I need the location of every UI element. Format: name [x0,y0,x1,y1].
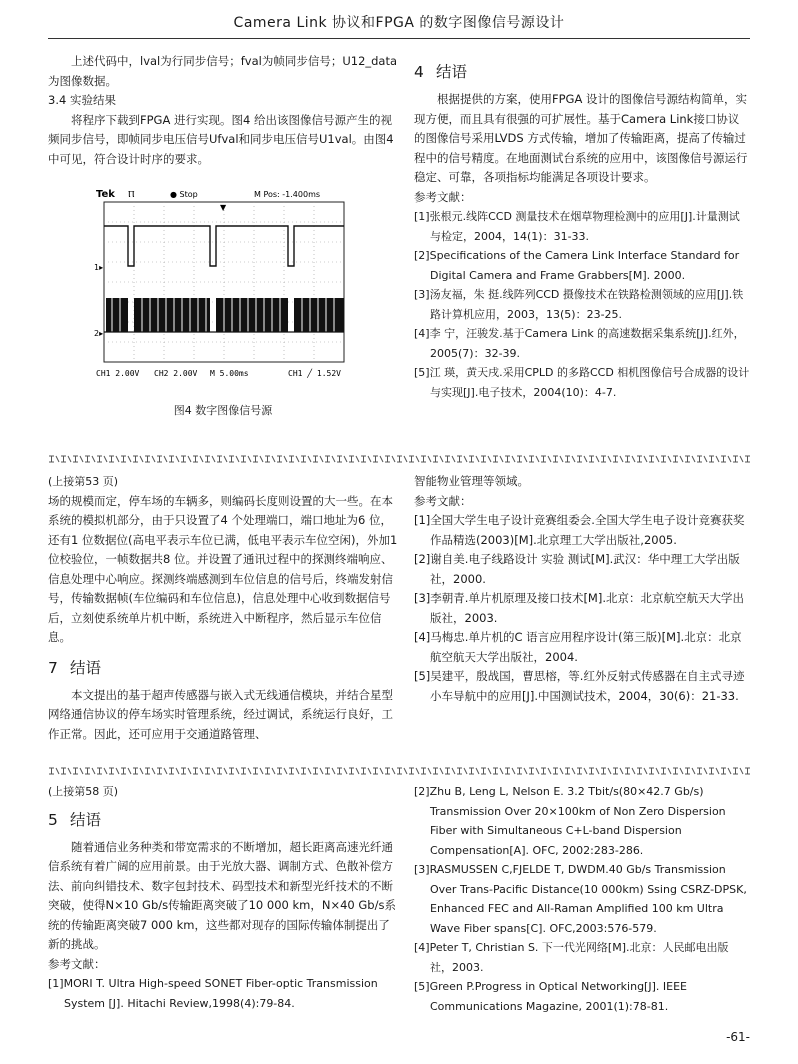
ch2-marker: 2▸ [94,329,104,338]
ch2-trace [104,298,344,332]
sec2-refs-label: 参考文献： [414,493,472,508]
sec2-right-first: 智能物业管理等领域。 [414,474,529,488]
scope-ch2-readout: CH2 2.00V [154,369,198,378]
sec2-heading-text: 结语 [70,658,102,677]
sec1-conclusion-heading [414,60,750,84]
scope-trigger-readout: CH1 ╱ 1.52V [288,369,341,378]
scope-tek-label: Tek [96,189,115,200]
sec3-right-column [414,782,750,1016]
sec3-left-para: 随着通信业务种类和带宽需求的不断增加，超长距离高速光纤通信系统有着广阔的应用前景。由于光放大器、调制方式、色散补偿方法、前向纠错技术、数字包封技术、码型技术和新型光纤技术的不断突破，使得N×10 Gb/s传输距离突破了10 000 km，N×40 Gb/s系统的传输距离突破7 000 km，这些都对现存的国际传输体制提出了新的挑战。 [48,839,396,951]
sec1-left-column [48,52,398,169]
sec3-ref-4: [4]Peter T, Christian S. 下一代光网络[M].北京：人民邮电出版社，2003. [414,941,729,974]
sec2-ref-2: [2]谢自美.电子线路设计 实验 测试[M].武汉：华中理工大学出版社，2000. [414,552,740,586]
sec2-left-para2: 本文提出的基于超声传感器与嵌入式无线通信模块，并结合星型网络通信协议的停车场实时管理系统，经过调试，系统运行良好，工作正常。因此，还可应用于交通道路管理、 [48,687,393,741]
sec3-ref-2: [2]Zhu B, Leng L, Nelson E. 3.2 Tbit/s(80×42.7 Gb/s) Transmission Over 20×100km of Non Zero Dispersion Fiber with Simultaneous C+L-band Dispersion Compensation[A]. OFC, 2002:283-286. [414,785,726,857]
sec2-ref-1: [1]全国大学生电子设计竞赛组委会.全国大学生电子设计竞赛获奖作品精选(2003)[M].北京理工大学出版社,2005. [414,513,745,547]
sec1-conclusion-para: 根据提供的方案，使用FPGA 设计的图像信号源结构简单，实现方便，而且具有很强的可扩展性。基于Camera Link接口协议的图像信号采用LVDS 方式传输，增加了传输距离，提高了传输过程中的信号精度。在地面测试台系统的应用中，该图像信号源运行稳定、可靠，各项指标均能满足各项设计要求。 [414,92,748,184]
sec1-ref-2: [2]Specifications of the Camera Link Interface Standard for Digital Camera and Frame Grabbers[M]. 2000. [414,249,740,282]
sec3-heading-text: 结语 [70,810,102,829]
sec3-left-column [48,782,398,1013]
sec3-heading [48,808,398,832]
running-header [0,0,798,40]
section-divider-2 [48,766,750,776]
sec3-ref-3: [3]RASMUSSEN C,FJELDE T, DWDM.40 Gb/s Transmission Over Trans-Pacific Distance(10 000km) Ssing CSRZ-DPSK, Enhanced FEC and All-Raman Amplified 100 km Ultra Wave Fiber spans[C]. OFC,2003:576-579. [414,863,747,935]
sec1-refs-label: 参考文献： [414,189,472,204]
sec1-result-para: 将程序下载到FPGA 进行实现。图4 给出该图像信号源产生的视频同步信号，即帧同步电压信号Ufval和同步电压信号U1val。由图4 中可见，符合设计时序的要求。 [48,112,394,166]
page-number: -61- [726,1030,750,1044]
header-rule [48,38,750,39]
trigger-marker: ▼ [220,203,227,212]
sec3-ref-5: [5]Green P.Progress in Optical Networking[J]. IEEE Communications Magazine, 2001(1):78-81. [414,980,687,1013]
running-header-title: Camera Link 协议和FPGA 的数字图像信号源设计 [233,15,565,31]
sec3-ref-1: [1]MORI T. Ultra High-speed SONET Fiber-optic Transmission System [J]. Hitachi Review,1998(4):79-84. [48,977,378,1010]
sec1-code-note: 上述代码中，lval为行同步信号；fval为帧同步信号；U12_data为图像数据。 [48,54,398,88]
sec1-ref-4: [4]李 宁，汪骏发.基于Camera Link 的高速数据采集系统[J].红外，2005(7)：32-39. [414,327,745,360]
sec1-right-column [414,56,750,402]
sec2-ref-5: [5]吴建平，殷战国，曹思榕，等.红外反射式传感器在自主式寻迹小车导航中的应用[J].中国测试技术，2004，30(6)：21-33. [414,669,745,703]
sec1-ref-3: [3]汤友福，朱 挺.线阵列CCD 摄像技术在铁路检测领域的应用[J].铁路计算机应用，2003，13(5)：23-25. [414,288,744,321]
scope-stop-label: ● Stop [170,190,198,199]
oscilloscope-screen [92,186,354,386]
sec1-heading-text: 结语 [436,63,468,81]
scope-mpos-label: M Pos: -1.400ms [254,190,321,199]
sec2-ref-4: [4]马梅忠.单片机的C 语言应用程序设计(第三版)[M].北京：北京航空航天大学出版社，2004. [414,630,742,664]
sec2-right-column [414,472,750,706]
scope-ch1-readout: CH1 2.00V [96,369,140,378]
sec2-left-para: 场的规模而定，停车场的车辆多，则编码长度则设置的大一些。在本系统的模拟机部分，由于只设置了4 个处理端口，端口地址为6 位，还有1 位数据位(高电平表示车位已满，低电平表示车位空闲)，外加1 位校验位，一帧数据共8 位。并设置了通讯过程中的探测终端响应、信息处理中心响应。探测终端感测到车位信息的信号后，终端发射信号，传输数据帧(车位编码和车位信息)，信息处理中心收到数据信号后，立刻使系统单片机中断，系统进入中断程序，然后显示车位信息。 [48,493,398,644]
sec3-refs-label: 参考文献： [48,956,106,971]
sec1-subhead: 3.4 实验结果 [48,93,116,107]
ch1-marker: 1▸ [94,263,104,272]
section-divider-1 [48,454,750,464]
sec3-heading-number: 5 [48,810,58,829]
figure-caption: 图4 数字图像信号源 [173,404,273,417]
scope-timebase-readout: M 5.00ms [210,369,249,378]
sec2-left-column [48,472,398,744]
sec1-ref-1: [1]张根元.线阵CCD 测量技术在烟草物理检测中的应用[J].计量测试与检定，2004，14(1)：31-33. [414,210,740,243]
sec2-heading [48,656,398,680]
oscilloscope-figure [92,186,354,386]
scope-run-icon: Ⲡ [128,190,135,200]
sec2-ref-3: [3]李朝青.单片机原理及接口技术[M].北京：北京航空航天大学出版社，2003. [414,591,744,625]
sec3-continued-label: (上接第58 页) [48,785,119,798]
sec2-continued-label: (上接第53 页) [48,475,119,488]
sec2-heading-number: 7 [48,658,58,677]
sec1-ref-5: [5]江 瑛，黄天戌.采用CPLD 的多路CCD 相机图像信号合成器的设计与实现[J].电子技术，2004(10)：4-7. [414,366,750,399]
sec1-heading-number: 4 [414,63,424,81]
